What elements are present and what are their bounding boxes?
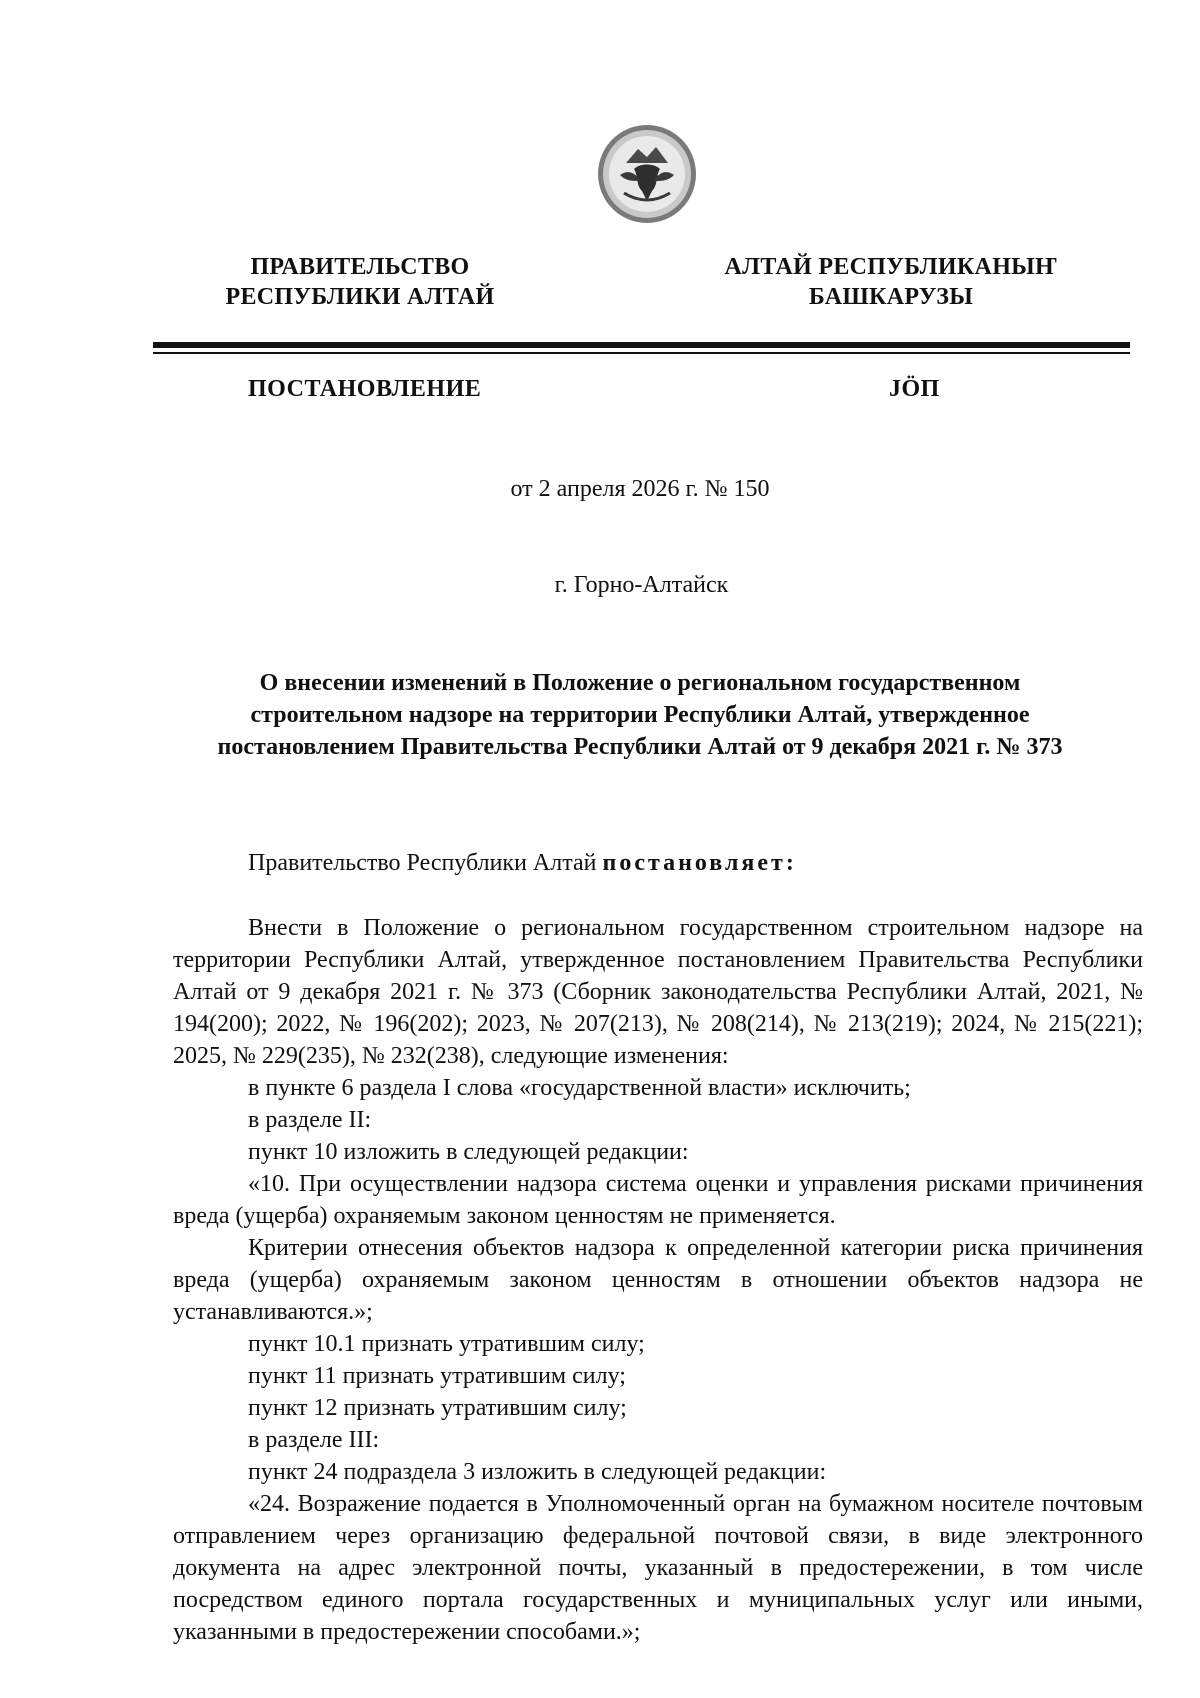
title-line: О внесении изменений в Положение о региональном государственном [259, 670, 1021, 696]
intro-emphasis: постановляет: [602, 850, 797, 876]
org-name-russian [190, 252, 530, 312]
doc-type-altai: JӦП [889, 376, 940, 402]
intro-text: Правительство Республики Алтай [248, 850, 603, 876]
header-divider-thin [153, 352, 1130, 354]
org-name-line: РЕСПУБЛИКИ АЛТАЙ [225, 284, 495, 310]
org-name-altai [722, 252, 1060, 312]
body-paragraph: в пункте 6 раздела I слова «государственной власти» исключить; [248, 1075, 911, 1101]
document-title [150, 667, 1130, 763]
org-name-line: ПРАВИТЕЛЬСТВО [250, 254, 470, 280]
body-paragraph: Критерии отнесения объектов надзора к определенной категории риска причинения вреда (ущерба) охраняемым законом ценностям в отношении объектов надзора не устанавливаются.»; [173, 1235, 1143, 1325]
org-name-line: АЛТАЙ РЕСПУБЛИКАНЫҤ [724, 254, 1058, 280]
body-paragraph: пункт 10 изложить в следующей редакции: [248, 1139, 689, 1165]
body-paragraph: в разделе III: [248, 1427, 380, 1453]
doc-type-russian: ПОСТАНОВЛЕНИЕ [248, 376, 482, 402]
body-paragraph: в разделе II: [248, 1107, 372, 1133]
org-name-line: БАШКАРУЗЫ [808, 284, 974, 310]
coat-of-arms-icon [596, 123, 698, 225]
resolution-intro [173, 847, 1143, 879]
body-paragraph: «10. При осуществлении надзора система оценки и управления рисками причинения вреда (ущерба) охраняемым законом ценностям не применяется. [173, 1171, 1143, 1229]
document-body [173, 902, 1143, 1648]
header-divider-thick [153, 342, 1130, 348]
document-date-number: от 2 апреля 2026 г. № 150 [510, 476, 770, 502]
body-paragraph: пункт 11 признать утратившим силу; [248, 1363, 626, 1389]
document-city: г. Горно-Алтайск [554, 572, 729, 598]
title-line: постановлением Правительства Республики Алтай от 9 декабря 2021 г. № 373 [217, 734, 1063, 760]
title-line: строительном надзоре на территории Республики Алтай, утвержденное [250, 702, 1030, 728]
body-paragraph: «24. Возражение подается в Уполномоченный орган на бумажном носителе почтовым отправлением через организацию федеральной почтовой связи, в виде электронного документа на адрес электронной почты, указанный в предостережении, в том числе посредством единого портала государственных и муниципальных услуг или иными, указанными в предостережении способами.»; [173, 1491, 1143, 1645]
body-paragraph: Внести в Положение о региональном государственном строительном надзоре на территории Республики Алтай, утвержденное постановлением Правительства Республики Алтай от 9 декабря 2021 г. № 373 (Сборник законодательства Республики Алтай, 2021, № 194(200); 2022, № 196(202); 2023, № 207(213), № 208(214), № 213(219); 2024, № 215(221); 2025, № 229(235), № 232(238), следующие изменения: [173, 915, 1143, 1069]
body-paragraph: пункт 24 подраздела 3 изложить в следующей редакции: [248, 1459, 827, 1485]
body-paragraph: пункт 12 признать утратившим силу; [248, 1395, 627, 1421]
body-paragraph: пункт 10.1 признать утратившим силу; [248, 1331, 645, 1357]
